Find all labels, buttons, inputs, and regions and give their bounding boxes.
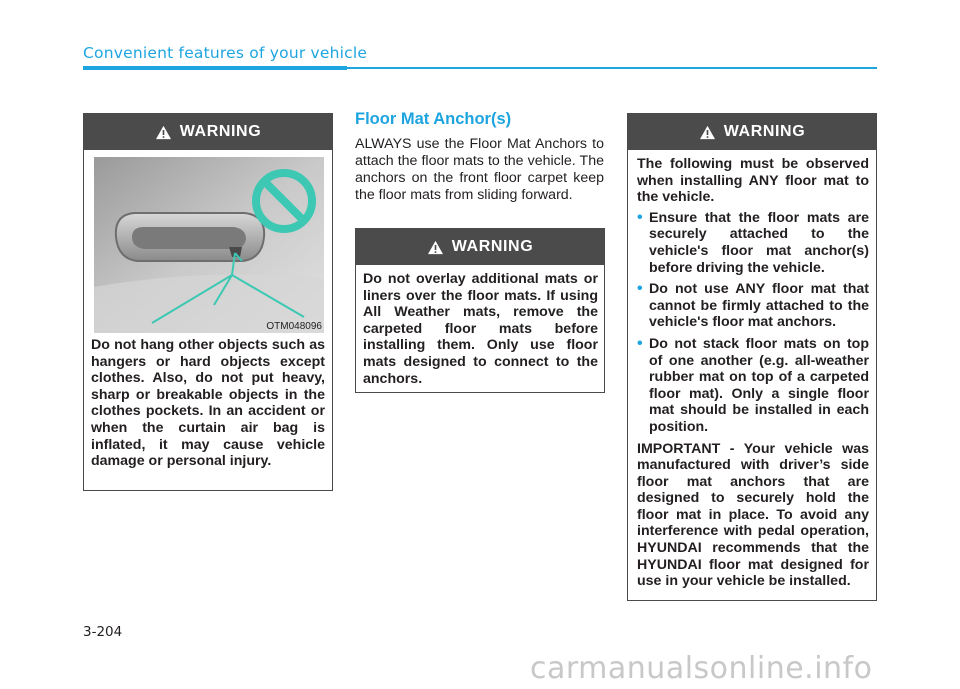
warning-content: [637, 156, 869, 594]
warning-label: WARNING: [179, 123, 262, 140]
page-number: 3-204: [83, 624, 123, 640]
warning-triangle-icon: [427, 240, 444, 255]
warning-triangle-icon: [155, 125, 172, 140]
important-note: IMPORTANT - Your vehicle was manufactured with driver’s side floor mat anchors that are designed to securely hold the floor mat in place. To avoid any interference with pedal operation, HYUNDAI recommends that the HYUNDAI floor mat designed for use in your vehicle be installed.: [637, 440, 869, 590]
warning-label: WARNING: [723, 123, 806, 140]
warning-text: Do not overlay additional mats or liners over the floor mats. If using All Weather mats, remove the carpeted floor mats before installing them. Only use floor mats designed to connect to the anchors.: [363, 271, 598, 387]
bullet-text: Ensure that the floor mats are securely attached to the vehicle's floor mat anchor(s) before driving the vehicle.: [649, 209, 869, 276]
list-item: [637, 210, 869, 276]
warning-header: [356, 229, 604, 265]
warning-intro: The following must be observed when installing ANY floor mat to the vehicle.: [637, 156, 869, 206]
warning-header: [628, 114, 876, 150]
bullet-icon: •: [637, 280, 643, 298]
warning-box-floor-mat-install: [627, 113, 877, 601]
warning-text: Do not hang other objects such as hangers or hard objects except clothes. Also, do not put heavy, sharp or breakable objects in the clothes pockets. In an accident or when the curtain air bag is inflated, it may cause vehicle damage or personal injury.: [91, 337, 325, 470]
list-item: [637, 336, 869, 436]
warning-header: [84, 114, 332, 150]
section-title: Floor Mat Anchor(s): [355, 110, 512, 128]
warning-label: WARNING: [451, 238, 534, 255]
bullet-icon: •: [637, 208, 643, 226]
bullet-icon: •: [637, 334, 643, 352]
figure-code: OTM048096: [266, 321, 322, 332]
header-rule: [347, 67, 877, 69]
watermark-text: carmanualsonline.info: [530, 651, 873, 686]
bullet-text: Do not stack floor mats on top of one another (e.g. all-weather rubber mat on top of a carpeted floor mat). Only a single floor mat should be installed in each position.: [649, 335, 869, 435]
warning-triangle-icon: [699, 125, 716, 140]
warning-box-hangers: [83, 113, 333, 491]
warning-box-overlay-mats: [355, 228, 605, 393]
list-item: [637, 281, 869, 331]
warning-bullet-list: [637, 210, 869, 436]
page-section-header: Convenient features of your vehicle: [83, 44, 368, 62]
section-body: ALWAYS use the Floor Mat Anchors to attach the floor mats to the vehicle. The anchors on the front floor carpet keep the floor mats from sliding forward.: [355, 136, 604, 203]
coat-hook-figure: [94, 157, 324, 333]
header-rule-accent: [83, 66, 347, 70]
bullet-text: Do not use ANY floor mat that cannot be firmly attached to the vehicle's floor mat anchors.: [649, 281, 869, 331]
